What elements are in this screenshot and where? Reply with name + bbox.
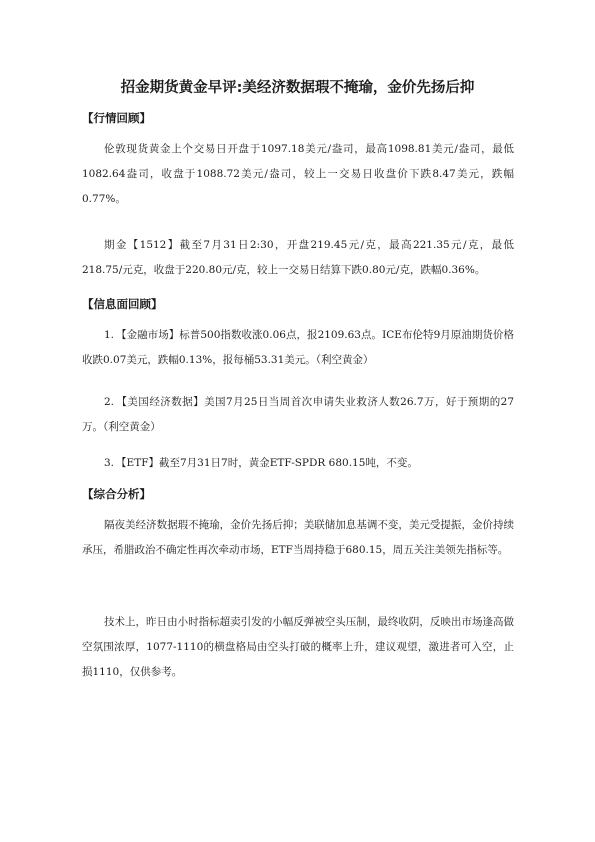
news-item-financial-market <box>82 323 514 373</box>
market-review-paragraph-spot-gold: 伦敦现货黄金上个交易日开盘于1097.18美元/盎司，最高1098.81美元/盎司，最低1082.64盎司，收盘于1088.72美元/盎司，较上一交易日收盘价下跌8.47美元，跌幅0.77%。 <box>82 143 514 205</box>
section-heading-news-review: 【信息面回顾】 <box>82 297 163 311</box>
section-heading-market-review: 【行情回顾】 <box>82 111 151 125</box>
section-heading-analysis: 【综合分析】 <box>82 487 151 501</box>
news-item-us-economic-data <box>82 390 514 440</box>
news-item-number: 2. <box>104 396 115 408</box>
document-title: 招金期货黄金早评:美经济数据瑕不掩瑜，金价先扬后抑 <box>120 80 475 96</box>
analysis-paragraph-fundamental: 隔夜美经济数据瑕不掩瑜，金价先扬后抑；美联储加息基调不变，美元受提振，金价持续承压，希腊政治不确定性再次牵动市场，ETF当周持稳于680.15，周五关注美领先指标等。 <box>82 519 514 556</box>
news-item-text: 【美国经济数据】美国7月25日当周首次申请失业救济人数26.7万，好于预期的27万。（利空黄金） <box>82 396 514 433</box>
news-item-text: 【金融市场】标普500指数收涨0.06点，报2109.63点。ICE布伦特9月原油期货价格收跌0.07美元，跌幅0.13%，报每桶53.31美元。（利空黄金） <box>82 329 514 366</box>
analysis-paragraph-technical: 技术上，昨日由小时指标超卖引发的小幅反弹被空头压制，最终收阴，反映出市场逢高做空氛围浓厚，1077-1110的横盘格局由空头打破的概率上升，建议观望，激进者可入空，止损1110，仅供参考。 <box>82 616 514 678</box>
market-review-paragraph-futures: 期金【1512】截至7月31日2:30，开盘219.45元/克，最高221.35元/克，最低218.75/元克，收盘于220.80元/克，较上一交易日结算下跌0.80元/克，跌幅0.36%。 <box>82 239 514 276</box>
news-item-text: 【ETF】截至7月31日7时，黄金ETF-SPDR 680.15吨，不变。 <box>116 457 418 469</box>
news-item-number: 3. <box>104 457 115 469</box>
news-item-number: 1. <box>104 329 115 341</box>
news-item-etf <box>82 451 514 476</box>
